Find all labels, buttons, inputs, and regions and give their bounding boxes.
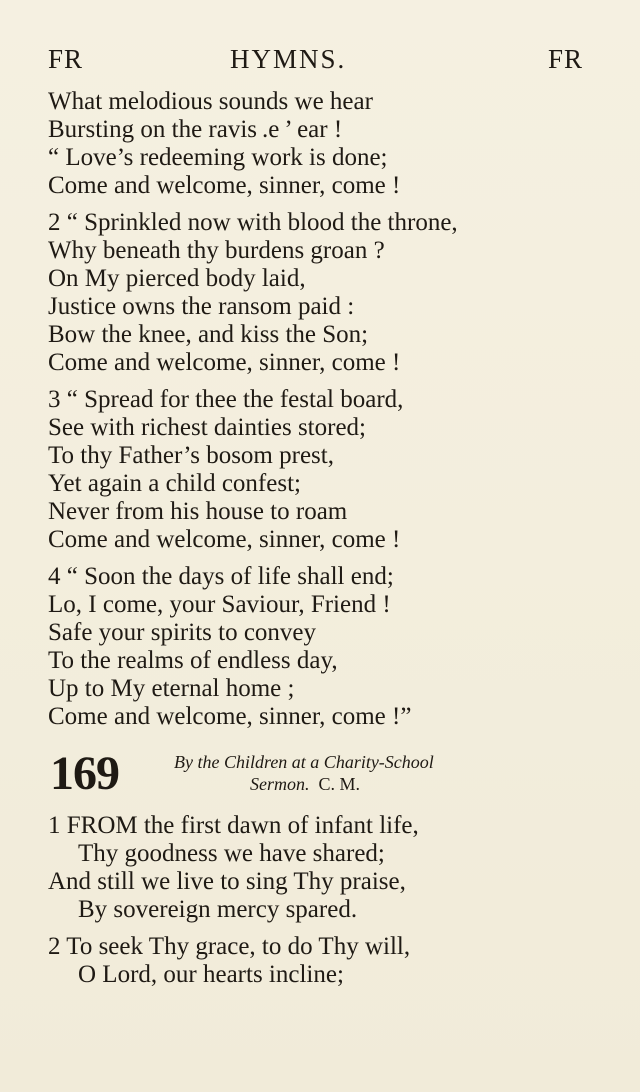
verse-line: Bursting on the ravis .e ’ ear ! <box>48 116 343 143</box>
verse-line: 1 FROM the first dawn of infant life, <box>48 812 419 839</box>
hymn-subtitle-occasion: Sermon. <box>250 774 310 794</box>
verse-line: Bow the knee, and kiss the Son; <box>48 321 369 348</box>
verse-line: O Lord, our hearts incline; <box>78 961 344 988</box>
verse-line: 2 To seek Thy grace, to do Thy will, <box>48 933 411 960</box>
verse-line: Never from his house to roam <box>48 498 348 525</box>
stanza-gap <box>48 924 608 933</box>
verse-line: Justice owns the ransom paid : <box>48 293 355 320</box>
verse-line: On My pierced body laid, <box>48 265 306 292</box>
hymn-header <box>50 747 590 806</box>
stanza-gap <box>48 200 608 209</box>
hymn-meter: C. M. <box>318 774 361 794</box>
verse-line: See with richest dainties stored; <box>48 414 366 441</box>
verse-line: By sovereign mercy spared. <box>78 896 358 923</box>
verse-line: 4 “ Soon the days of life shall end; <box>48 563 394 590</box>
hymn-subtitle <box>250 774 360 794</box>
verse-line: Come and welcome, sinner, come ! <box>48 526 401 553</box>
running-head <box>48 44 583 80</box>
verse-line: Thy goodness we have shared; <box>78 840 385 867</box>
running-head-title: HYMNS. <box>230 44 347 74</box>
verse-line: Lo, I come, your Saviour, Friend ! <box>48 591 391 618</box>
verse-line: What melodious sounds we hear <box>48 88 373 115</box>
hymn-number: 169 <box>50 747 119 800</box>
verse-line: Safe your spirits to convey <box>48 619 317 646</box>
verse-line: Come and welcome, sinner, come !” <box>48 703 412 730</box>
verse-line: To thy Father’s bosom prest, <box>48 442 334 469</box>
verse-line: 3 “ Spread for thee the festal board, <box>48 386 404 413</box>
verse-line: “ Love’s redeeming work is done; <box>48 144 388 171</box>
verse-line: And still we live to sing Thy praise, <box>48 868 406 895</box>
running-head-right: FR <box>547 44 583 74</box>
previous-hymn-text <box>48 88 608 731</box>
stanza-gap <box>48 554 608 563</box>
hymn-text <box>48 812 608 989</box>
verse-line: To the realms of endless day, <box>48 647 338 674</box>
verse-line: Up to My eternal home ; <box>48 675 295 702</box>
verse-line: Come and welcome, sinner, come ! <box>48 172 401 199</box>
stanza-gap <box>48 377 608 386</box>
verse-line: Yet again a child confest; <box>48 470 301 497</box>
verse-line: 2 “ Sprinkled now with blood the throne, <box>48 209 458 236</box>
verse-line: Why beneath thy burdens groan ? <box>48 237 385 264</box>
hymn-title: By the Children at a Charity-School <box>174 752 434 772</box>
verse-line: Come and welcome, sinner, come ! <box>48 349 401 376</box>
running-head-left: FR <box>48 44 84 74</box>
